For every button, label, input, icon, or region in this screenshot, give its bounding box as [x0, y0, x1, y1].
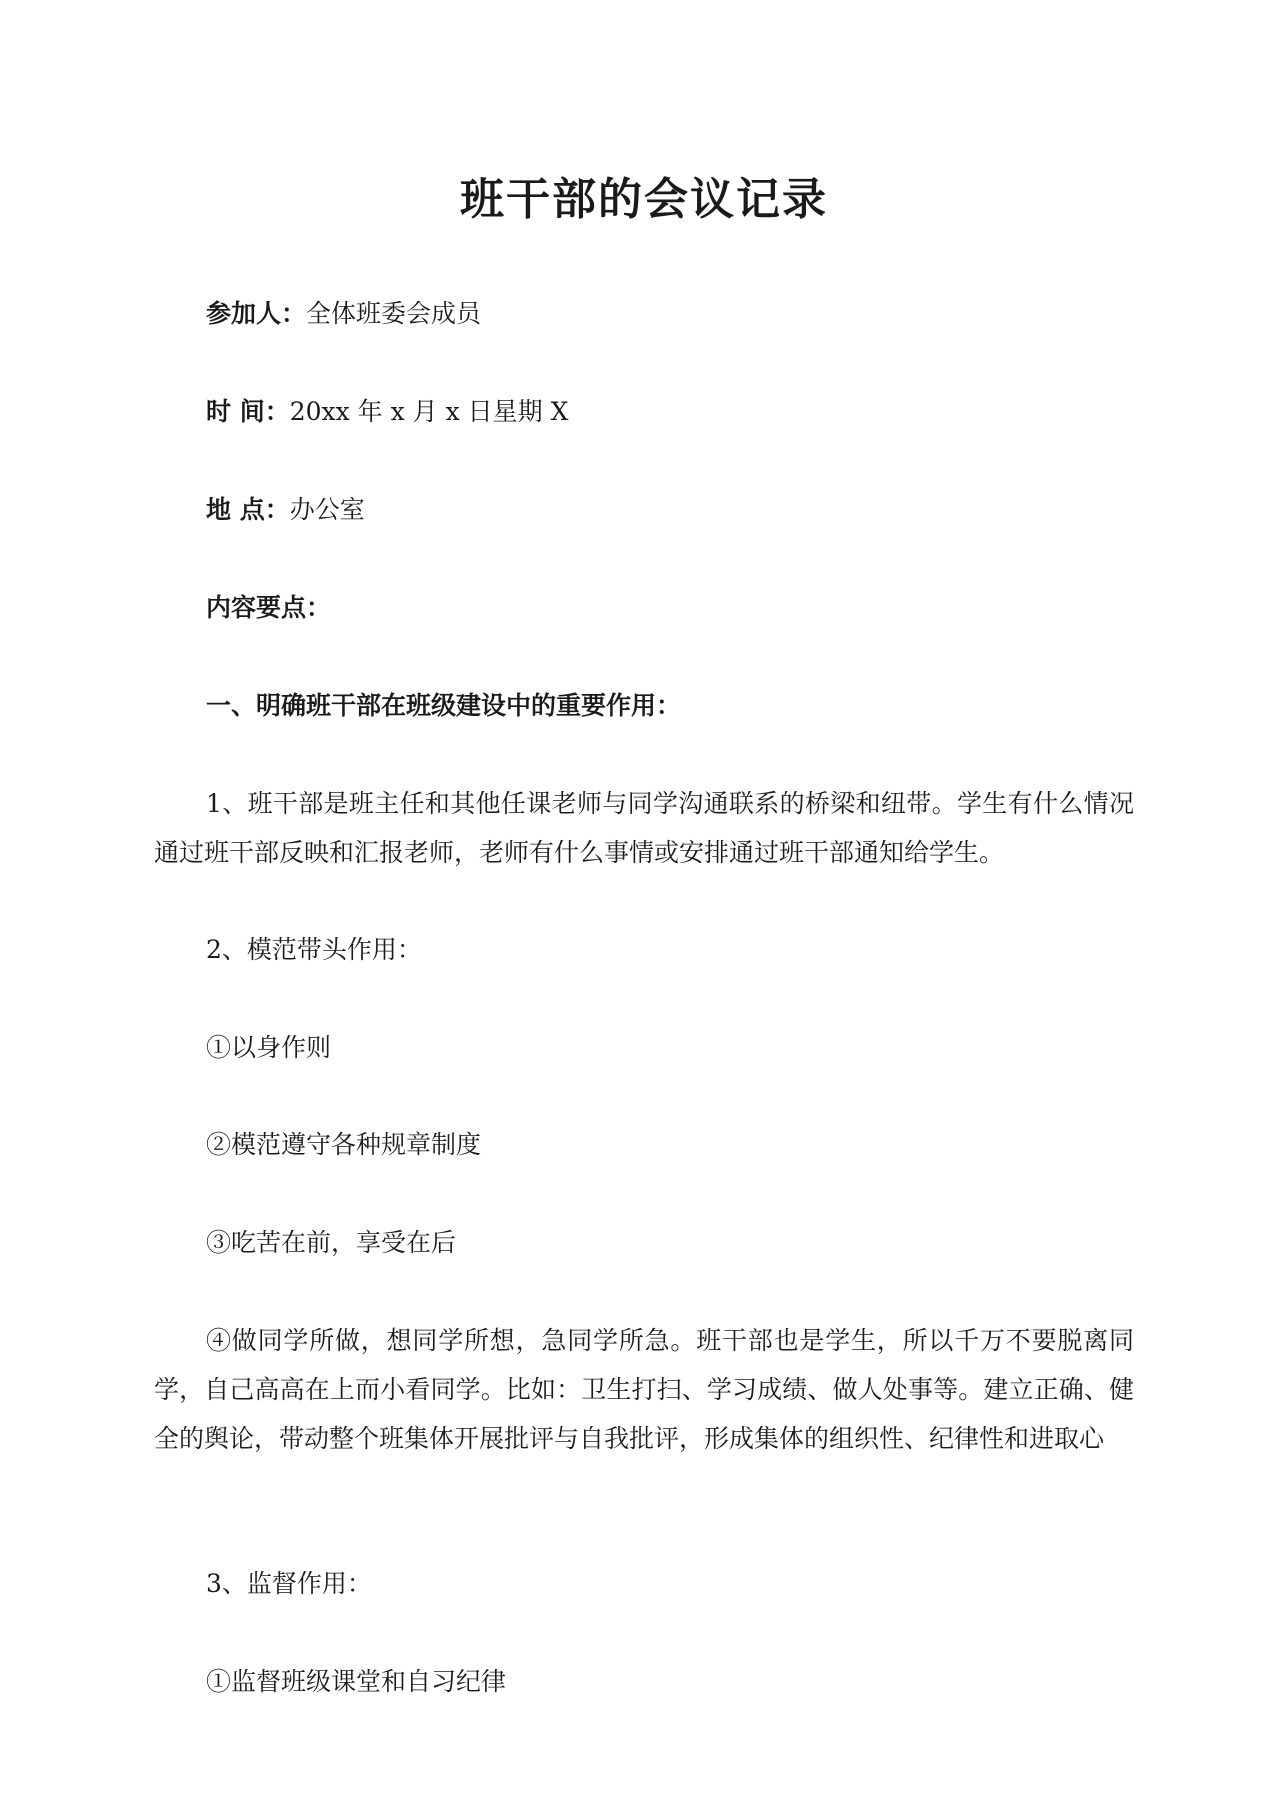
time-label: 时 间： [206, 397, 290, 426]
page-title: 班干部的会议记录 [460, 174, 828, 225]
time-value: 20xx 年 x 月 x 日星期 X [289, 397, 569, 426]
item-2-heading: 2、模范带头作用： [206, 935, 422, 964]
location-label: 地 点： [206, 495, 290, 524]
participants-value: 全体班委会成员 [306, 299, 482, 328]
item-2-point-3: ③吃苦在前，享受在后 [206, 1228, 457, 1257]
time-line [154, 388, 1134, 436]
item-1-paragraph: 1、班干部是班主任和其他任课老师与同学沟通联系的桥梁和纽带。学生有什么情况通过班干部反映和汇报老师，老师有什么事情或安排通过班干部通知给学生。 [154, 789, 1134, 867]
item-2-point-2: ②模范遵守各种规章制度 [206, 1130, 482, 1159]
item-3-point-1: ①监督班级课堂和自习纪律 [206, 1667, 507, 1696]
item-2-point-1: ①以身作则 [206, 1033, 332, 1062]
participants-label: 参加人： [206, 299, 307, 328]
content-heading: 内容要点： [206, 593, 332, 622]
location-line [154, 486, 1134, 534]
section-1-heading: 一、明确班干部在班级建设中的重要作用： [206, 691, 682, 720]
item-3-heading: 3、监督作用： [206, 1569, 372, 1598]
location-value: 办公室 [289, 495, 365, 524]
item-2-point-4: ④做同学所做，想同学所想，急同学所急。班干部也是学生，所以千万不要脱离同学，自己高高在上而小看同学。比如：卫生打扫、学习成绩、做人处事等。建立正确、健全的舆论，带动整个班集体开展批评与自我批评，形成集体的组织性、纪律性和进取心 [154, 1326, 1134, 1453]
participants-line [154, 290, 1134, 338]
